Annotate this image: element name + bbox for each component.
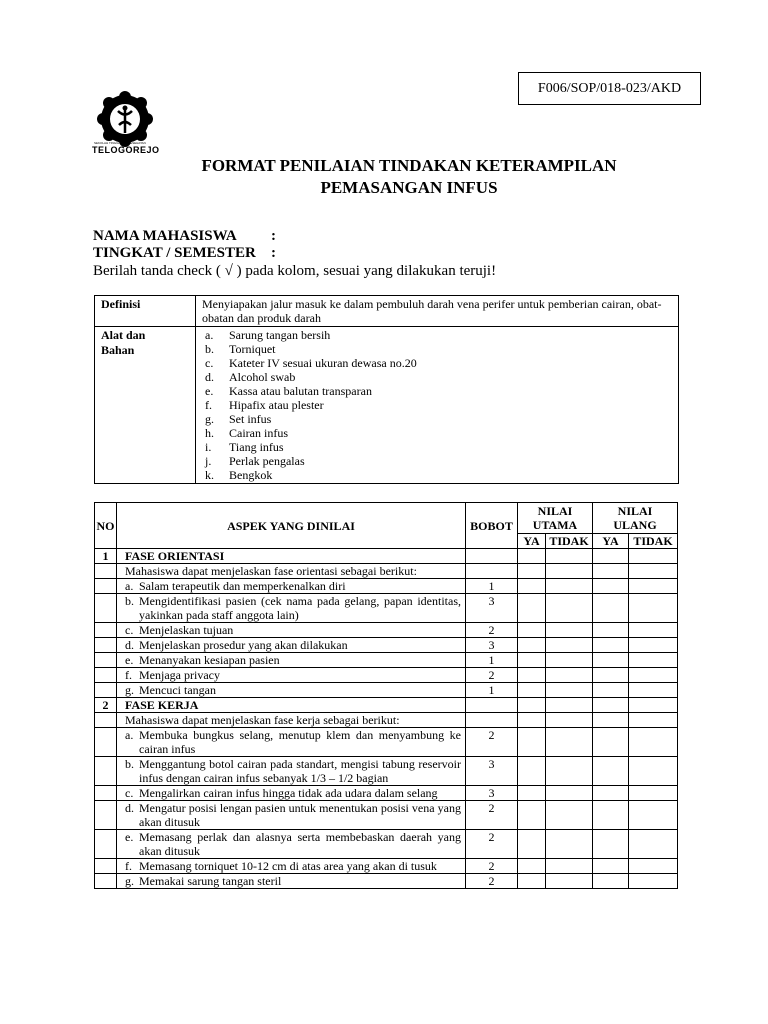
aspek-cell <box>117 653 466 668</box>
aspek-text: Memakai sarung tangan steril <box>139 874 282 888</box>
section-description: Mahasiswa dapat menjelaskan fase kerja sebagai berikut: <box>117 713 466 728</box>
nilai-ulang-line1: NILAI <box>617 504 653 518</box>
check-cell-utama-ya[interactable] <box>518 668 546 683</box>
aspek-letter: f. <box>125 668 132 682</box>
bobot-value: 1 <box>466 579 518 594</box>
bobot-value: 3 <box>466 757 518 786</box>
section-number: 1 <box>95 549 117 564</box>
no-cell <box>95 713 117 728</box>
aspek-cell <box>117 579 466 594</box>
section-title: FASE ORIENTASI <box>117 549 466 564</box>
table-row <box>95 653 678 668</box>
check-cell-ulang-tidak[interactable] <box>629 594 678 623</box>
alat-item-letter: a. <box>205 328 214 342</box>
col-header-ulang-ya: YA <box>593 534 629 549</box>
aspek-letter: e. <box>125 830 134 844</box>
table-row <box>95 786 678 801</box>
aspek-item <box>125 786 461 800</box>
check-cell-ulang-tidak[interactable] <box>629 549 678 564</box>
alat-item-text: Tiang infus <box>229 440 284 454</box>
alat-item-text: Sarung tangan bersih <box>229 328 331 342</box>
table-row <box>95 801 678 830</box>
definisi-text: Menyiapakan jalur masuk ke dalam pembuluh darah vena perifer untuk pemberian cairan, obat-obatan dan produk darah <box>196 296 679 327</box>
check-cell-ulang-tidak[interactable] <box>629 653 678 668</box>
check-cell-ulang-tidak[interactable] <box>629 668 678 683</box>
alat-item-letter: j. <box>205 454 212 468</box>
check-cell-ulang-ya[interactable] <box>593 728 629 757</box>
check-cell-utama-tidak[interactable] <box>546 757 593 786</box>
document-code: F006/SOP/018-023/AKD <box>518 72 701 105</box>
nilai-utama-line1: NILAI <box>537 504 573 518</box>
bobot-value: 2 <box>466 668 518 683</box>
check-cell-ulang-ya[interactable] <box>593 638 629 653</box>
aspek-item <box>125 830 461 858</box>
no-cell <box>95 579 117 594</box>
aspek-text: Memasang perlak dan alasnya serta membebaskan daerah yang akan ditusuk <box>139 830 461 858</box>
bobot-cell <box>466 564 518 579</box>
check-cell-utama-tidak[interactable] <box>546 623 593 638</box>
check-cell-ulang-tidak[interactable] <box>629 728 678 757</box>
check-cell-ulang-tidak[interactable] <box>629 713 678 728</box>
aspek-cell <box>117 623 466 638</box>
alat-item <box>202 468 672 482</box>
aspek-letter: g. <box>125 874 134 888</box>
check-cell-utama-tidak[interactable] <box>546 830 593 859</box>
check-cell-ulang-ya[interactable] <box>593 698 629 713</box>
no-cell <box>95 786 117 801</box>
no-cell <box>95 623 117 638</box>
no-cell <box>95 564 117 579</box>
aspek-cell <box>117 668 466 683</box>
check-cell-utama-ya[interactable] <box>518 638 546 653</box>
aspek-text: Mencuci tangan <box>139 683 216 697</box>
aspek-item <box>125 594 461 622</box>
check-cell-utama-ya[interactable] <box>518 801 546 830</box>
alat-item <box>202 454 672 468</box>
aspek-item <box>125 859 461 873</box>
check-cell-ulang-tidak[interactable] <box>629 874 678 889</box>
check-cell-utama-ya[interactable] <box>518 757 546 786</box>
aspek-letter: a. <box>125 579 134 593</box>
check-cell-ulang-ya[interactable] <box>593 653 629 668</box>
check-cell-utama-ya[interactable] <box>518 830 546 859</box>
bobot-value: 1 <box>466 683 518 698</box>
section-title: FASE KERJA <box>117 698 466 713</box>
aspek-item <box>125 683 461 697</box>
aspek-text: Memasang torniquet 10-12 cm di atas area yang akan di tusuk <box>139 859 437 873</box>
page-title-line1: FORMAT PENILAIAN TINDAKAN KETERAMPILAN <box>201 156 617 175</box>
aspek-letter: c. <box>125 623 134 637</box>
logo-name: TELOGOREJO <box>92 145 160 155</box>
alat-item <box>202 356 672 370</box>
check-cell-utama-tidak[interactable] <box>546 728 593 757</box>
aspek-cell <box>117 786 466 801</box>
no-cell <box>95 830 117 859</box>
check-cell-ulang-tidak[interactable] <box>629 786 678 801</box>
check-cell-utama-tidak[interactable] <box>546 594 593 623</box>
alat-item <box>202 328 672 342</box>
check-cell-ulang-ya[interactable] <box>593 564 629 579</box>
section-number: 2 <box>95 698 117 713</box>
section-description: Mahasiswa dapat menjelaskan fase orientasi sebagai berikut: <box>117 564 466 579</box>
aspek-item <box>125 623 461 637</box>
alat-item <box>202 412 672 426</box>
check-cell-ulang-ya[interactable] <box>593 859 629 874</box>
check-cell-utama-tidak[interactable] <box>546 859 593 874</box>
tingkat-semester-label: TINGKAT / SEMESTER <box>93 245 256 261</box>
tingkat-colon: : <box>271 245 276 261</box>
aspek-text: Menjelaskan prosedur yang akan dilakukan <box>139 638 348 652</box>
page-title-line2: PEMASANGAN INFUS <box>320 178 498 197</box>
alat-item-text: Kateter IV sesuai ukuran dewasa no.20 <box>229 356 417 370</box>
alat-item-letter: g. <box>205 412 214 426</box>
aspek-item <box>125 801 461 829</box>
header-row-1 <box>95 503 678 534</box>
check-cell-ulang-tidak[interactable] <box>629 623 678 638</box>
alat-item-letter: h. <box>205 426 214 440</box>
check-cell-utama-ya[interactable] <box>518 594 546 623</box>
alat-item-letter: b. <box>205 342 214 356</box>
alat-item-text: Hipafix atau plester <box>229 398 324 412</box>
aspek-text: Menanyakan kesiapan pasien <box>139 653 280 667</box>
alat-item <box>202 426 672 440</box>
alat-item-text: Kassa atau balutan transparan <box>229 384 372 398</box>
aspek-letter: c. <box>125 786 134 800</box>
alat-label-line2: Bahan <box>101 343 135 357</box>
bobot-value: 2 <box>466 859 518 874</box>
no-cell <box>95 668 117 683</box>
bobot-value: 2 <box>466 623 518 638</box>
definition-table <box>94 295 679 484</box>
aspek-letter: g. <box>125 683 134 697</box>
aspek-text: Mengatur posisi lengan pasien untuk menentukan posisi vena yang akan ditusuk <box>139 801 461 829</box>
bobot-cell <box>466 713 518 728</box>
col-header-utama-tidak: TIDAK <box>546 534 593 549</box>
nilai-utama-line2: UTAMA <box>532 518 578 532</box>
check-cell-utama-tidak[interactable] <box>546 698 593 713</box>
aspek-text: Mengidentifikasi pasien (cek nama pada gelang, papan identitas, yakinkan pada staff anggota lain) <box>139 594 461 622</box>
aspek-text: Menggantung botol cairan pada standart, mengisi tabung reservoir infus dengan cairan infus sebanyak 1/3 – 1/2 bagian <box>139 757 461 785</box>
no-cell <box>95 801 117 830</box>
alat-item-letter: c. <box>205 356 214 370</box>
check-cell-utama-tidak[interactable] <box>546 579 593 594</box>
alat-item <box>202 398 672 412</box>
col-header-nilai-utama <box>518 503 593 534</box>
aspek-text: Menjaga privacy <box>139 668 220 682</box>
aspek-cell <box>117 801 466 830</box>
aspek-item <box>125 757 461 785</box>
alat-item <box>202 384 672 398</box>
check-cell-utama-ya[interactable] <box>518 786 546 801</box>
alat-item-letter: f. <box>205 398 212 412</box>
check-cell-ulang-ya[interactable] <box>593 830 629 859</box>
aspek-cell <box>117 757 466 786</box>
check-cell-ulang-ya[interactable] <box>593 874 629 889</box>
table-row <box>95 683 678 698</box>
definisi-label: Definisi <box>95 296 196 327</box>
aspek-item <box>125 728 461 756</box>
alat-item-letter: k. <box>205 468 214 482</box>
check-cell-ulang-ya[interactable] <box>593 594 629 623</box>
aspek-cell <box>117 830 466 859</box>
check-cell-utama-tidak[interactable] <box>546 564 593 579</box>
check-cell-utama-tidak[interactable] <box>546 874 593 889</box>
aspek-cell <box>117 859 466 874</box>
nama-colon: : <box>271 228 276 244</box>
check-cell-ulang-ya[interactable] <box>593 579 629 594</box>
check-cell-utama-tidak[interactable] <box>546 713 593 728</box>
aspek-cell <box>117 594 466 623</box>
aspek-item <box>125 579 461 593</box>
check-cell-ulang-ya[interactable] <box>593 801 629 830</box>
col-header-bobot: BOBOT <box>466 503 518 549</box>
check-cell-ulang-ya[interactable] <box>593 623 629 638</box>
table-row <box>95 728 678 757</box>
col-header-nilai-ulang <box>593 503 678 534</box>
alat-item-letter: d. <box>205 370 214 384</box>
col-header-utama-ya: YA <box>518 534 546 549</box>
alat-label-line1: Alat dan <box>101 328 146 342</box>
aspek-item <box>125 874 461 888</box>
bobot-value: 3 <box>466 786 518 801</box>
aspek-cell <box>117 728 466 757</box>
aspek-cell <box>117 638 466 653</box>
check-cell-utama-tidak[interactable] <box>546 638 593 653</box>
aspek-letter: e. <box>125 653 134 667</box>
bobot-value: 2 <box>466 874 518 889</box>
check-cell-utama-ya[interactable] <box>518 713 546 728</box>
check-cell-utama-tidak[interactable] <box>546 786 593 801</box>
table-row <box>95 859 678 874</box>
check-cell-ulang-ya[interactable] <box>593 549 629 564</box>
check-cell-utama-ya[interactable] <box>518 859 546 874</box>
check-cell-utama-ya[interactable] <box>518 728 546 757</box>
no-cell <box>95 757 117 786</box>
alat-item-text: Set infus <box>229 412 272 426</box>
alat-item-text: Bengkok <box>229 468 273 482</box>
col-header-aspek: ASPEK YANG DINILAI <box>117 503 466 549</box>
check-cell-utama-tidak[interactable] <box>546 801 593 830</box>
nama-mahasiswa-label: NAMA MAHASISWA <box>93 228 237 244</box>
check-cell-utama-ya[interactable] <box>518 564 546 579</box>
check-cell-ulang-tidak[interactable] <box>629 683 678 698</box>
check-cell-ulang-tidak[interactable] <box>629 801 678 830</box>
aspek-cell <box>117 874 466 889</box>
alat-item-text: Perlak pengalas <box>229 454 305 468</box>
check-cell-utama-tidak[interactable] <box>546 668 593 683</box>
table-row <box>95 623 678 638</box>
check-cell-utama-ya[interactable] <box>518 698 546 713</box>
alat-list <box>202 328 672 482</box>
bobot-value: 2 <box>466 728 518 757</box>
alat-item-text: Cairan infus <box>229 426 288 440</box>
table-row <box>95 579 678 594</box>
alat-row <box>95 327 679 484</box>
col-header-ulang-tidak: TIDAK <box>629 534 678 549</box>
aspek-letter: b. <box>125 594 134 608</box>
logo-subtitle: SEKOLAH TINGGI ILMU KESEHATAN <box>94 141 146 145</box>
nilai-ulang-line2: ULANG <box>613 518 657 532</box>
alat-item <box>202 342 672 356</box>
table-row <box>95 830 678 859</box>
section-row <box>95 698 678 713</box>
check-cell-ulang-tidak[interactable] <box>629 698 678 713</box>
no-cell <box>95 874 117 889</box>
aspek-cell <box>117 683 466 698</box>
check-cell-utama-ya[interactable] <box>518 653 546 668</box>
no-cell <box>95 859 117 874</box>
section-bobot <box>466 549 518 564</box>
table-row <box>95 638 678 653</box>
alat-item-letter: i. <box>205 440 212 454</box>
table-row <box>95 874 678 889</box>
bobot-value: 3 <box>466 594 518 623</box>
no-cell <box>95 728 117 757</box>
check-cell-utama-tidak[interactable] <box>546 549 593 564</box>
table-row <box>95 594 678 623</box>
col-header-no: NO <box>95 503 117 549</box>
alat-list-cell <box>196 327 679 484</box>
aspek-item <box>125 653 461 667</box>
check-cell-ulang-tidak[interactable] <box>629 757 678 786</box>
check-cell-utama-tidak[interactable] <box>546 683 593 698</box>
aspek-text: Membuka bungkus selang, menutup klem dan menyambung ke cairan infus <box>139 728 461 756</box>
check-cell-ulang-ya[interactable] <box>593 786 629 801</box>
check-cell-ulang-ya[interactable] <box>593 713 629 728</box>
aspek-text: Menjelaskan tujuan <box>139 623 234 637</box>
check-cell-utama-ya[interactable] <box>518 683 546 698</box>
aspek-letter: b. <box>125 757 134 771</box>
bobot-value: 2 <box>466 830 518 859</box>
aspek-letter: f. <box>125 859 132 873</box>
bobot-value: 3 <box>466 638 518 653</box>
check-cell-ulang-tidak[interactable] <box>629 564 678 579</box>
bobot-value: 2 <box>466 801 518 830</box>
check-cell-ulang-tidak[interactable] <box>629 638 678 653</box>
section-row <box>95 549 678 564</box>
aspek-text: Mengalirkan cairan infus hingga tidak ada udara dalam selang <box>139 786 438 800</box>
check-cell-ulang-tidak[interactable] <box>629 830 678 859</box>
aspek-letter: d. <box>125 638 134 652</box>
alat-item <box>202 370 672 384</box>
check-cell-ulang-ya[interactable] <box>593 683 629 698</box>
aspek-item <box>125 668 461 682</box>
assessment-table <box>94 502 678 889</box>
section-desc-row <box>95 713 678 728</box>
check-cell-utama-ya[interactable] <box>518 549 546 564</box>
alat-item-text: Torniquet <box>229 342 276 356</box>
aspek-letter: a. <box>125 728 134 742</box>
check-cell-utama-ya[interactable] <box>518 874 546 889</box>
check-cell-utama-ya[interactable] <box>518 623 546 638</box>
aspek-text: Salam terapeutik dan memperkenalkan diri <box>139 579 346 593</box>
alat-item-letter: e. <box>205 384 214 398</box>
section-bobot <box>466 698 518 713</box>
alat-item <box>202 440 672 454</box>
check-cell-ulang-tidak[interactable] <box>629 579 678 594</box>
no-cell <box>95 594 117 623</box>
table-row <box>95 757 678 786</box>
definisi-row <box>95 296 679 327</box>
check-cell-utama-tidak[interactable] <box>546 653 593 668</box>
no-cell <box>95 683 117 698</box>
aspek-letter: d. <box>125 801 134 815</box>
check-cell-ulang-tidak[interactable] <box>629 859 678 874</box>
instruction-text: Berilah tanda check ( √ ) pada kolom, sesuai yang dilakukan teruji! <box>93 263 497 279</box>
no-cell <box>95 653 117 668</box>
table-row <box>95 668 678 683</box>
bobot-value: 1 <box>466 653 518 668</box>
check-cell-ulang-ya[interactable] <box>593 668 629 683</box>
check-cell-utama-ya[interactable] <box>518 579 546 594</box>
alat-item-text: Alcohol swab <box>229 370 296 384</box>
check-cell-ulang-ya[interactable] <box>593 757 629 786</box>
aspek-item <box>125 638 461 652</box>
alat-label <box>95 327 196 484</box>
no-cell <box>95 638 117 653</box>
section-desc-row <box>95 564 678 579</box>
